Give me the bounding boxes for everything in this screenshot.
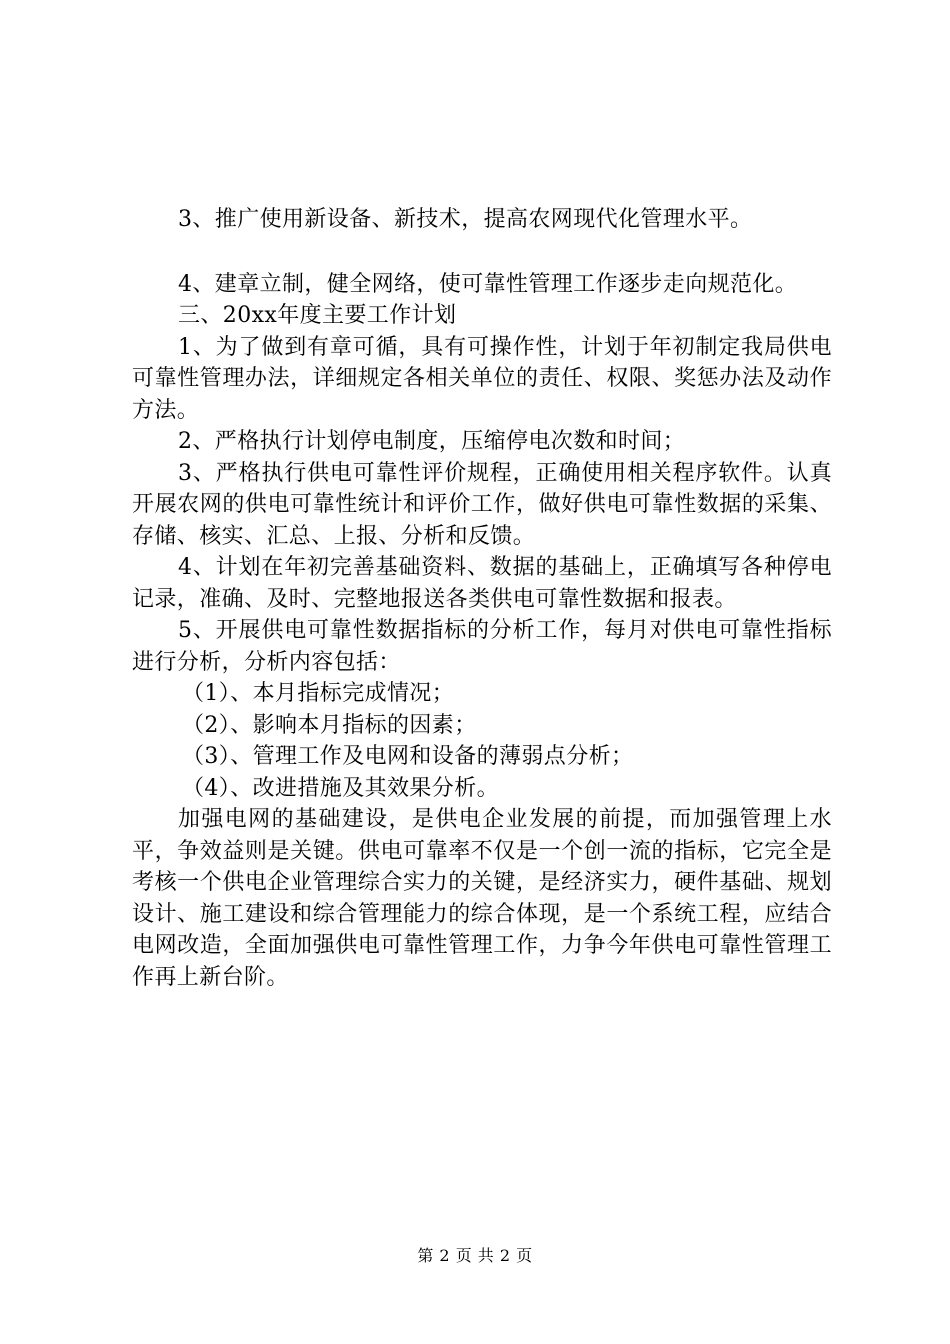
plan-item-5: 5、开展供电可靠性数据指标的分析工作，每月对供电可靠性指标进行分析，分析内容包括： (132, 618, 832, 675)
paragraph-conclusion: 加强电网的基础建设，是供电企业发展的前提，而加强管理上水平，争效益则是关键。供电可靠率不仅是一个创一流的指标，它完全是考核一个供电企业管理综合实力的关键，是经济实力，硬件基础、规划设计、施工建设和综合管理能力的综合体现，是一个系统工程，应结合电网改造，全面加强供电可靠性管理工作，力争今年供电可靠性管理工作再上新台阶。 (132, 807, 832, 990)
plan-item-3: 3、严格执行供电可靠性评价规程，正确使用相关程序软件。认真开展农网的供电可靠性统计和评价工作，做好供电可靠性数据的采集、存储、核实、汇总、上报、分析和反馈。 (132, 460, 832, 549)
plan-item-1: 1、为了做到有章可循，具有可操作性，计划于年初制定我局供电可靠性管理办法，详细规定各相关单位的责任、权限、奖惩办法及动作方法。 (132, 334, 832, 423)
section-heading-annual-plan: 三、20xx年度主要工作计划 (178, 303, 457, 328)
plan-item-2: 2、严格执行计划停电制度，压缩停电次数和时间； (178, 429, 686, 454)
paragraph-rules-regulations: 4、建章立制，健全网络，使可靠性管理工作逐步走向规范化。 (178, 271, 798, 297)
analysis-subitem-1: （1）、本月指标完成情况； (182, 681, 455, 706)
page-number-footer: 第 2 页 共 2 页 (417, 1246, 533, 1265)
paragraph-promote-new-equipment: 3、推广使用新设备、新技术，提高农网现代化管理水平。 (178, 207, 753, 232)
analysis-subitem-3: （3）、管理工作及电网和设备的薄弱点分析； (182, 744, 634, 769)
analysis-subitem-2: （2）、影响本月指标的因素； (182, 712, 477, 738)
document-body (132, 204, 832, 993)
plan-item-4: 4、计划在年初完善基础资料、数据的基础上，正确填写各种停电记录，准确、及时、完整地报送各类供电可靠性数据和报表。 (132, 555, 832, 612)
analysis-subitem-4: （4）、改进措施及其效果分析。 (182, 775, 499, 801)
paragraph-spacer (132, 236, 832, 269)
